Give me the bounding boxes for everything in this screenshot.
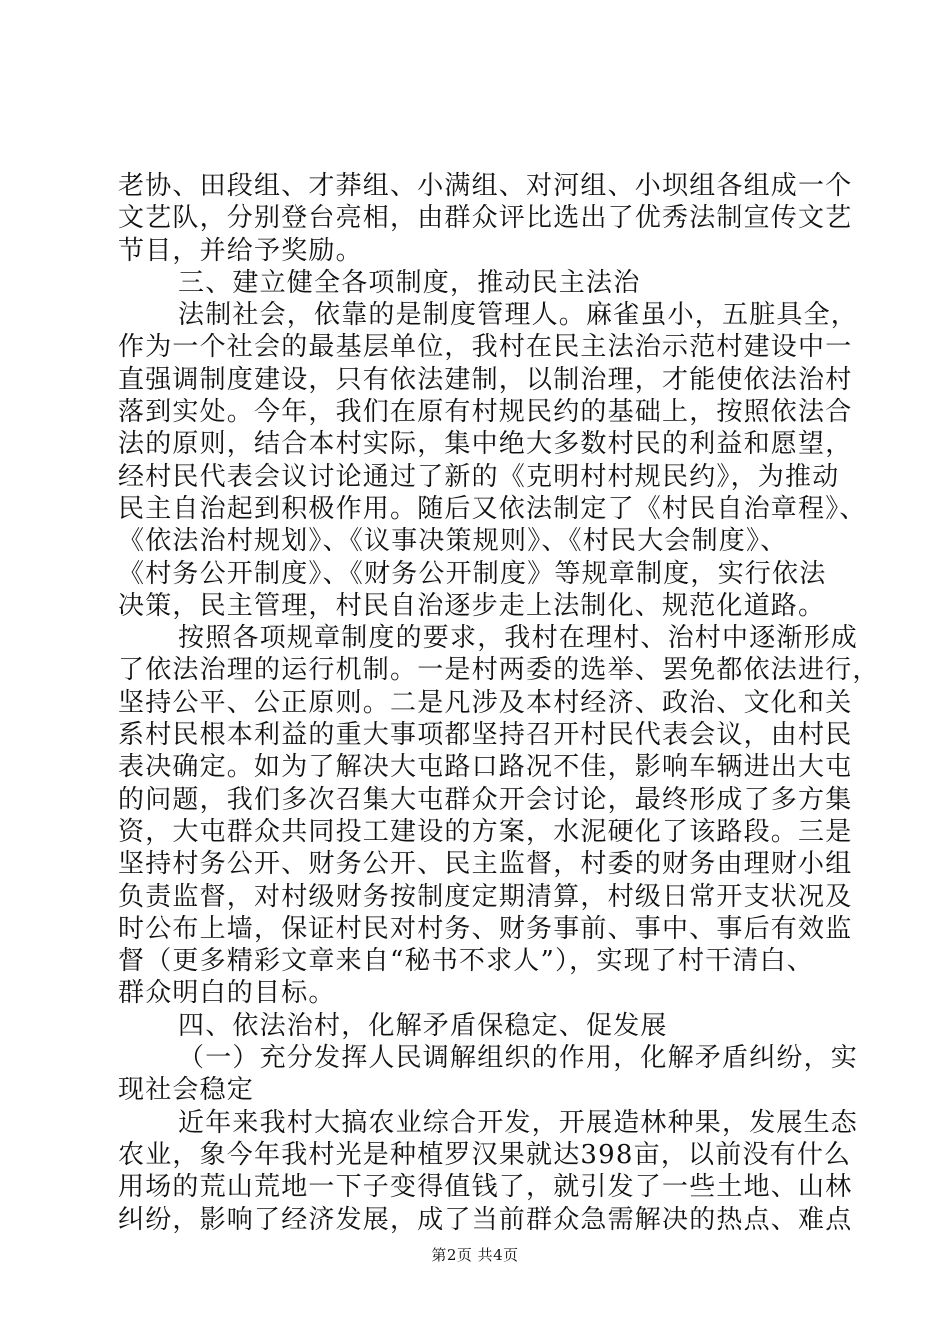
text-line: 民主自治起到积极作用。随后又依法制定了《村民自治章程》、 [118,493,867,524]
text-line: 用场的荒山荒地一下子变得值钱了，就引发了一些土地、山林 [118,1172,853,1203]
text-line: 《依法治村规划》、《议事决策规则》、《村民大会制度》、 [118,526,788,557]
paragraph-start-line: 近年来我村大搞农业综合开发，开展造林种果，发展生态 [178,1107,859,1138]
section-heading: 四、依法治村，化解矛盾保稳定、促发展 [178,1010,668,1041]
text-line: 法的原则，结合本村实际，集中绝大多数村民的利益和愿望， [118,429,853,460]
paragraph-start-line: 按照各项规章制度的要求，我村在理村、治村中逐渐形成 [178,623,859,654]
page-number-footer: 第2页 共4页 [431,1246,519,1264]
text-line: 现社会稳定 [118,1075,255,1106]
text-line: 节目，并给予奖励。 [118,235,363,266]
text-line: 督（更多精彩文章来自“秘书不求人”），实现了村干清白、 [118,946,814,977]
text-line: 直强调制度建设，只有依法建制，以制治理，才能使依法治村 [118,364,853,395]
paragraph-start-line: 法制社会，依靠的是制度管理人。麻雀虽小，五脏具全， [178,300,859,331]
subsection-heading: （一）充分发挥人民调解组织的作用，化解矛盾纠纷，实 [178,1043,859,1074]
text-line: 时公布上墙，保证村民对村务、财务事前、事中、事后有效监 [118,913,853,944]
text-line: 作为一个社会的最基层单位，我村在民主法治示范村建设中一 [118,332,853,363]
text-line: 《村务公开制度》、《财务公开制度》等规章制度，实行依法 [118,558,827,589]
text-line: 系村民根本利益的重大事项都坚持召开村民代表会议，由村民 [118,720,853,751]
text-line: 了依法治理的运行机制。一是村两委的选举、罢免都依法进行， [118,655,880,686]
text-line: 农业，象今年我村光是种植罗汉果就达398亩，以前没有什么 [118,1139,852,1170]
text-line: 老协、田段组、才莽组、小满组、对河组、小坝组各组成一个 [118,171,853,201]
text-line: 表决确定。如为了解决大屯路口路况不佳，影响车辆进出大屯 [118,752,853,783]
text-line: 决策，民主管理，村民自治逐步走上法制化、规范化道路。 [118,590,826,621]
section-heading: 三、建立健全各项制度，推动民主法治 [178,267,641,298]
text-line: 纠纷，影响了经济发展，成了当前群众急需解决的热点、难点 [118,1204,853,1235]
text-line: 文艺队，分别登台亮相，由群众评比选出了优秀法制宣传文艺 [118,203,853,234]
document-body [118,170,880,1236]
text-line: 坚持村务公开、财务公开、民主监督，村委的财务由理财小组 [118,849,853,880]
text-line: 坚持公平、公正原则。二是凡涉及本村经济、政治、文化和关 [118,687,853,718]
text-line: 经村民代表会议讨论通过了新的《克明村村规民约》，为推动 [118,461,840,492]
text-line: 资，大屯群众共同投工建设的方案，水泥硬化了该路段。三是 [118,816,853,847]
text-line: 群众明白的目标。 [118,978,336,1009]
text-line: 的问题，我们多次召集大屯群众开会讨论，最终形成了多方集 [118,784,853,815]
text-line: 落到实处。今年，我们在原有村规民约的基础上，按照依法合 [118,397,853,428]
text-line: 负责监督，对村级财务按制度定期清算，村级日常开支状况及 [118,881,853,912]
